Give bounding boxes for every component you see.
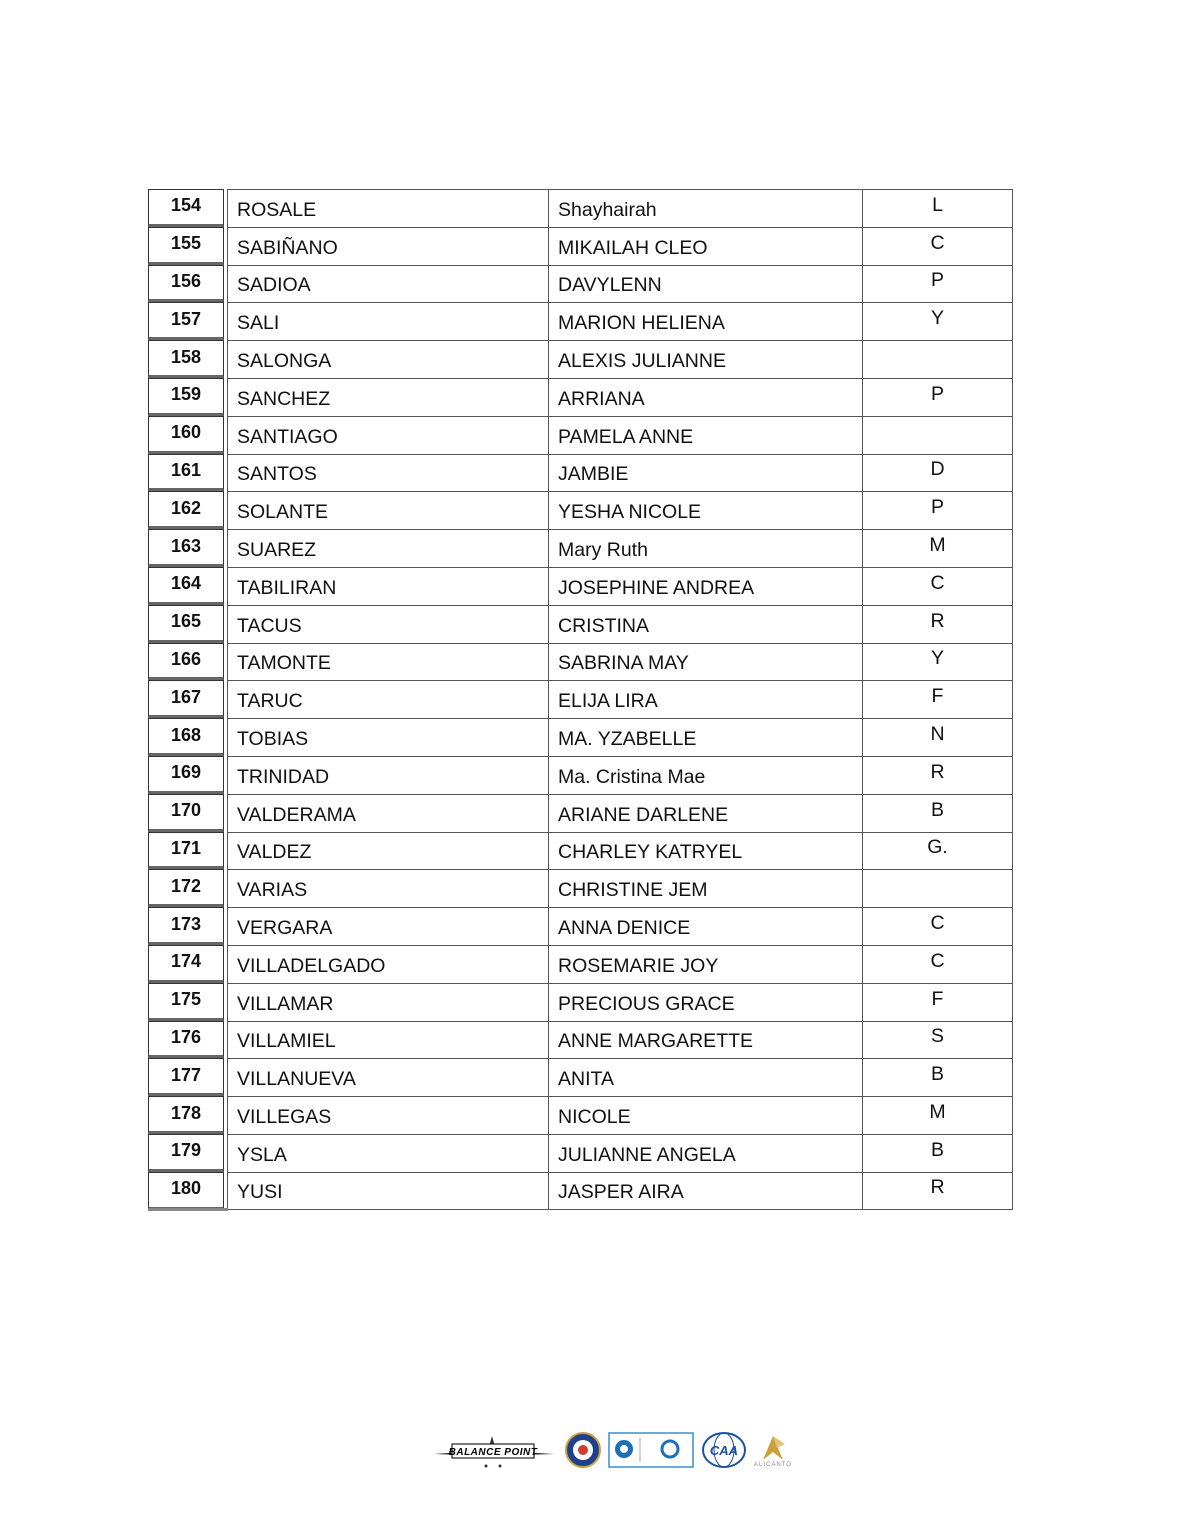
given-name-cell: SABRINA MAY	[549, 643, 863, 681]
table-row	[148, 378, 1013, 416]
surname-cell: SABIÑANO	[228, 227, 549, 265]
surname-cell: SANCHEZ	[228, 378, 549, 416]
surname-cell: VILLAMIEL	[228, 1021, 549, 1059]
middle-initial-cell: P	[863, 265, 1013, 303]
surname-cell: VILLEGAS	[228, 1096, 549, 1134]
table-row	[148, 529, 1013, 567]
given-name-cell: JASPER AIRA	[549, 1172, 863, 1210]
middle-initial-cell	[863, 340, 1013, 378]
middle-initial-cell: C	[863, 945, 1013, 983]
middle-initial-cell: C	[863, 567, 1013, 605]
table-row	[148, 983, 1013, 1021]
middle-initial-cell: S	[863, 1021, 1013, 1059]
table-row	[148, 416, 1013, 454]
given-name-cell: MARION HELIENA	[549, 302, 863, 340]
surname-cell: ROSALE	[228, 189, 549, 227]
table-row	[148, 1172, 1013, 1210]
surname-cell: TARUC	[228, 680, 549, 718]
caa-logo	[700, 1430, 748, 1470]
given-name-cell: MIKAILAH CLEO	[549, 227, 863, 265]
row-number: 166	[148, 643, 224, 681]
surname-cell: SALI	[228, 302, 549, 340]
row-number: 176	[148, 1021, 224, 1059]
surname-cell: VERGARA	[228, 907, 549, 945]
surname-cell: SUAREZ	[228, 529, 549, 567]
balance-point-logo	[430, 1428, 558, 1472]
given-name-cell: ANITA	[549, 1058, 863, 1096]
table-row	[148, 643, 1013, 681]
footer-logos	[430, 1424, 790, 1476]
table-row	[148, 454, 1013, 492]
middle-initial-cell: F	[863, 680, 1013, 718]
alicanto-caption: ALICANTO	[754, 1462, 792, 1468]
middle-initial-cell: P	[863, 378, 1013, 416]
row-number: 157	[148, 302, 224, 340]
middle-initial-cell	[863, 416, 1013, 454]
middle-initial-cell: C	[863, 907, 1013, 945]
surname-cell: TACUS	[228, 605, 549, 643]
given-name-cell: Shayhairah	[549, 189, 863, 227]
table-row	[148, 605, 1013, 643]
row-number: 159	[148, 378, 224, 416]
given-name-cell: CHARLEY KATRYEL	[549, 832, 863, 870]
alicanto-logo	[754, 1432, 792, 1468]
balance-point-text: BALANCE POINT	[448, 1447, 538, 1458]
given-name-cell: JOSEPHINE ANDREA	[549, 567, 863, 605]
given-name-cell: ARRIANA	[549, 378, 863, 416]
table-row	[148, 680, 1013, 718]
middle-initial-cell: M	[863, 529, 1013, 567]
surname-cell: SOLANTE	[228, 491, 549, 529]
surname-cell: TAMONTE	[228, 643, 549, 681]
row-number: 155	[148, 227, 224, 265]
seal-logo	[564, 1431, 602, 1469]
given-name-cell: NICOLE	[549, 1096, 863, 1134]
given-name-cell: ANNA DENICE	[549, 907, 863, 945]
row-number: 156	[148, 265, 224, 303]
given-name-cell: ARIANE DARLENE	[549, 794, 863, 832]
roster-table	[148, 189, 1013, 1210]
row-number: 162	[148, 491, 224, 529]
table-bottom-rule	[148, 1208, 228, 1211]
given-name-cell: Mary Ruth	[549, 529, 863, 567]
surname-cell: SANTOS	[228, 454, 549, 492]
middle-initial-cell: F	[863, 983, 1013, 1021]
given-name-cell: PRECIOUS GRACE	[549, 983, 863, 1021]
surname-cell: SALONGA	[228, 340, 549, 378]
table-row	[148, 832, 1013, 870]
table-row	[148, 1021, 1013, 1059]
table-row	[148, 567, 1013, 605]
middle-initial-cell: L	[863, 189, 1013, 227]
row-number: 165	[148, 605, 224, 643]
row-number: 171	[148, 832, 224, 870]
given-name-cell: CHRISTINE JEM	[549, 869, 863, 907]
row-number: 177	[148, 1058, 224, 1096]
middle-initial-cell: M	[863, 1096, 1013, 1134]
row-number: 174	[148, 945, 224, 983]
row-number: 170	[148, 794, 224, 832]
given-name-cell: ALEXIS JULIANNE	[549, 340, 863, 378]
middle-initial-cell: D	[863, 454, 1013, 492]
row-number: 160	[148, 416, 224, 454]
table-row	[148, 907, 1013, 945]
surname-cell: VARIAS	[228, 869, 549, 907]
middle-initial-cell: G.	[863, 832, 1013, 870]
middle-initial-cell: N	[863, 718, 1013, 756]
surname-cell: TABILIRAN	[228, 567, 549, 605]
table-row	[148, 227, 1013, 265]
table-row	[148, 869, 1013, 907]
given-name-cell: JULIANNE ANGELA	[549, 1134, 863, 1172]
row-number: 172	[148, 869, 224, 907]
given-name-cell: YESHA NICOLE	[549, 491, 863, 529]
table-row	[148, 302, 1013, 340]
middle-initial-cell: B	[863, 794, 1013, 832]
surname-cell: VILLANUEVA	[228, 1058, 549, 1096]
table-row	[148, 491, 1013, 529]
surname-cell: VILLAMAR	[228, 983, 549, 1021]
surname-cell: YSLA	[228, 1134, 549, 1172]
given-name-cell: DAVYLENN	[549, 265, 863, 303]
row-number: 169	[148, 756, 224, 794]
row-number: 180	[148, 1172, 224, 1210]
given-name-cell: ANNE MARGARETTE	[549, 1021, 863, 1059]
row-number: 173	[148, 907, 224, 945]
surname-cell: VILLADELGADO	[228, 945, 549, 983]
table-row	[148, 1134, 1013, 1172]
middle-initial-cell: R	[863, 1172, 1013, 1210]
row-number: 154	[148, 189, 224, 227]
surname-cell: TRINIDAD	[228, 756, 549, 794]
table-row	[148, 794, 1013, 832]
surname-cell: SADIOA	[228, 265, 549, 303]
table-row	[148, 945, 1013, 983]
given-name-cell: MA. YZABELLE	[549, 718, 863, 756]
table-row	[148, 340, 1013, 378]
given-name-cell: Ma. Cristina Mae	[549, 756, 863, 794]
middle-initial-cell: P	[863, 491, 1013, 529]
middle-initial-cell: R	[863, 756, 1013, 794]
surname-cell: VALDERAMA	[228, 794, 549, 832]
middle-initial-cell: Y	[863, 302, 1013, 340]
given-name-cell: PAMELA ANNE	[549, 416, 863, 454]
row-number: 158	[148, 340, 224, 378]
table-row	[148, 189, 1013, 227]
given-name-cell: ELIJA LIRA	[549, 680, 863, 718]
surname-cell: VALDEZ	[228, 832, 549, 870]
row-number: 167	[148, 680, 224, 718]
row-number: 179	[148, 1134, 224, 1172]
table-row	[148, 1096, 1013, 1134]
given-name-cell: ROSEMARIE JOY	[549, 945, 863, 983]
row-number: 164	[148, 567, 224, 605]
row-number: 175	[148, 983, 224, 1021]
given-name-cell: CRISTINA	[549, 605, 863, 643]
surname-cell: YUSI	[228, 1172, 549, 1210]
partner-logo	[608, 1432, 694, 1468]
row-number: 178	[148, 1096, 224, 1134]
middle-initial-cell: B	[863, 1134, 1013, 1172]
surname-cell: TOBIAS	[228, 718, 549, 756]
table-row	[148, 265, 1013, 303]
table-row	[148, 718, 1013, 756]
table-row	[148, 756, 1013, 794]
middle-initial-cell: R	[863, 605, 1013, 643]
row-number: 163	[148, 529, 224, 567]
row-number: 168	[148, 718, 224, 756]
middle-initial-cell: Y	[863, 643, 1013, 681]
given-name-cell: JAMBIE	[549, 454, 863, 492]
middle-initial-cell	[863, 869, 1013, 907]
middle-initial-cell: C	[863, 227, 1013, 265]
middle-initial-cell: B	[863, 1058, 1013, 1096]
svg-text:CAA: CAA	[709, 1443, 739, 1458]
table-row	[148, 1058, 1013, 1096]
row-number: 161	[148, 454, 224, 492]
surname-cell: SANTIAGO	[228, 416, 549, 454]
